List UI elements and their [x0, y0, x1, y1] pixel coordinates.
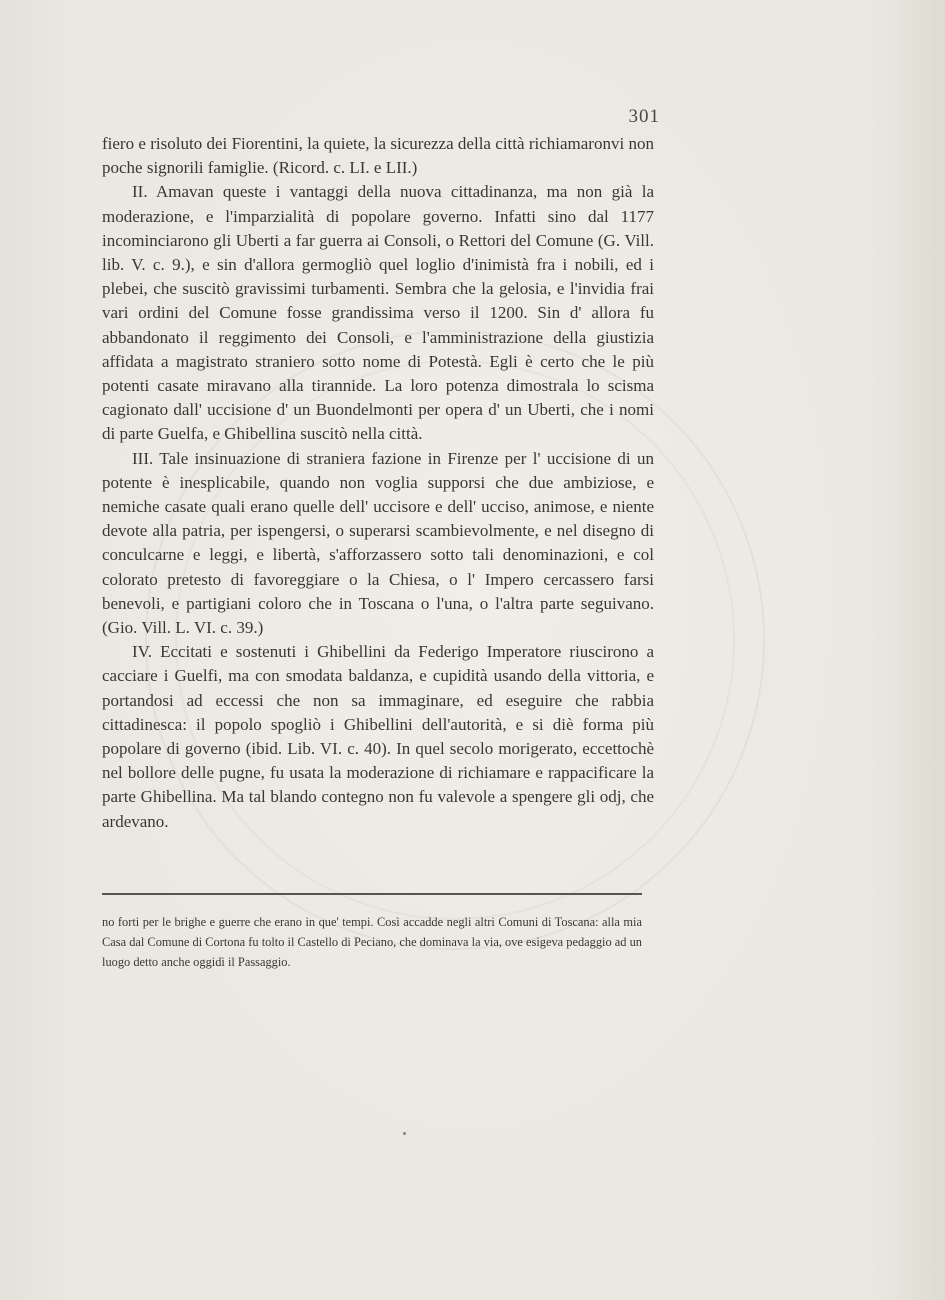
paper-speck	[403, 1132, 406, 1135]
paragraph-iv: IV. Eccitati e sostenuti i Ghibellini da Federigo Imperatore riuscirono a cacciare i Guelfi, ma con smodata baldanza, e cupidità usando della vittoria, e portandosi ad eccessi che non sa immaginare, ed eseguire che rabbia cittadinesca: il popolo spogliò i Ghibellini dell'autorità, e si diè forma più popolare di governo (ibid. Lib. VI. c. 40). In quel secolo morigerato, eccettochè nel bollore delle pugne, fu usata la moderazione di richiamare e rappacificare la parte Ghibellina. Ma tal blando contegno non fu valevole a spengere gli odj, che ardevano.	[102, 642, 654, 831]
page-number: 301	[628, 106, 660, 127]
footnote-divider	[102, 893, 642, 895]
paragraph-iii: III. Tale insinuazione di straniera fazione in Firenze per l' uccisione di un potente è inesplicabile, quando non voglia supporsi che due ambiziose, e nemiche casate quali erano quelle dell' uccisore e dell' ucciso, animose, e niente devote alla patria, per ispengersi, o superarsi scambievolmente, e nel disegno di conculcarne e leggi, e libertà, s'afforzassero sotto tali denominazioni, e col colorato pretesto di favoreggiare o la Chiesa, o l' Impero cercassero farsi benevoli, e partigiani coloro che in Toscana o l'una, o l'altra parte seguivano. (Gio. Vill. L. VI. c. 39.)	[102, 448, 654, 638]
paragraph-continuation: fiero e risoluto dei Fiorentini, la quiete, la sicurezza della città richiamaronvi non poche signorili famiglie. (Ricord. c. LI. e LII.)	[102, 134, 654, 178]
main-text	[102, 132, 654, 834]
paragraph-ii: II. Amavan queste i vantaggi della nuova cittadinanza, ma non già la moderazione, e l'imparzialità di popolare governo. Infatti sino dal 1177 incominciarono gli Uberti a far guerra ai Consoli, o Rettori del Comune (G. Vill. lib. V. c. 9.), e sin d'allora germogliò quel loglio d'inimistà fra i nobili, ed i plebei, che suscitò gravissimi turbamenti. Sembra che la gelosia, e l'invidia frai vari ordini del Comune fosse grandissima verso il 1200. Sin d' allora fu abbandonato il reggimento dei Consoli, e l'amministrazione della giustizia affidata a magistrato straniero sotto nome di Potestà. Egli è certo che le più potenti casate miravano alla tirannide. La loro potenza dimostrala lo scisma cagionato dall' uccisione d' un Buondelmonti per opera d' un Uberti, che i nomi di parte Guelfa, e Ghibellina suscitò nella città.	[102, 182, 654, 444]
footnote-text: no forti per le brighe e guerre che erano in que' tempi. Così accadde negli altri Comuni di Toscana: alla mia Casa dal Comune di Cortona fu tolto il Castello di Peciano, che dominava la via, ove esigeva pedaggio ad un luogo detto anche oggidì il Passaggio.	[102, 915, 642, 969]
footnote	[102, 912, 642, 972]
